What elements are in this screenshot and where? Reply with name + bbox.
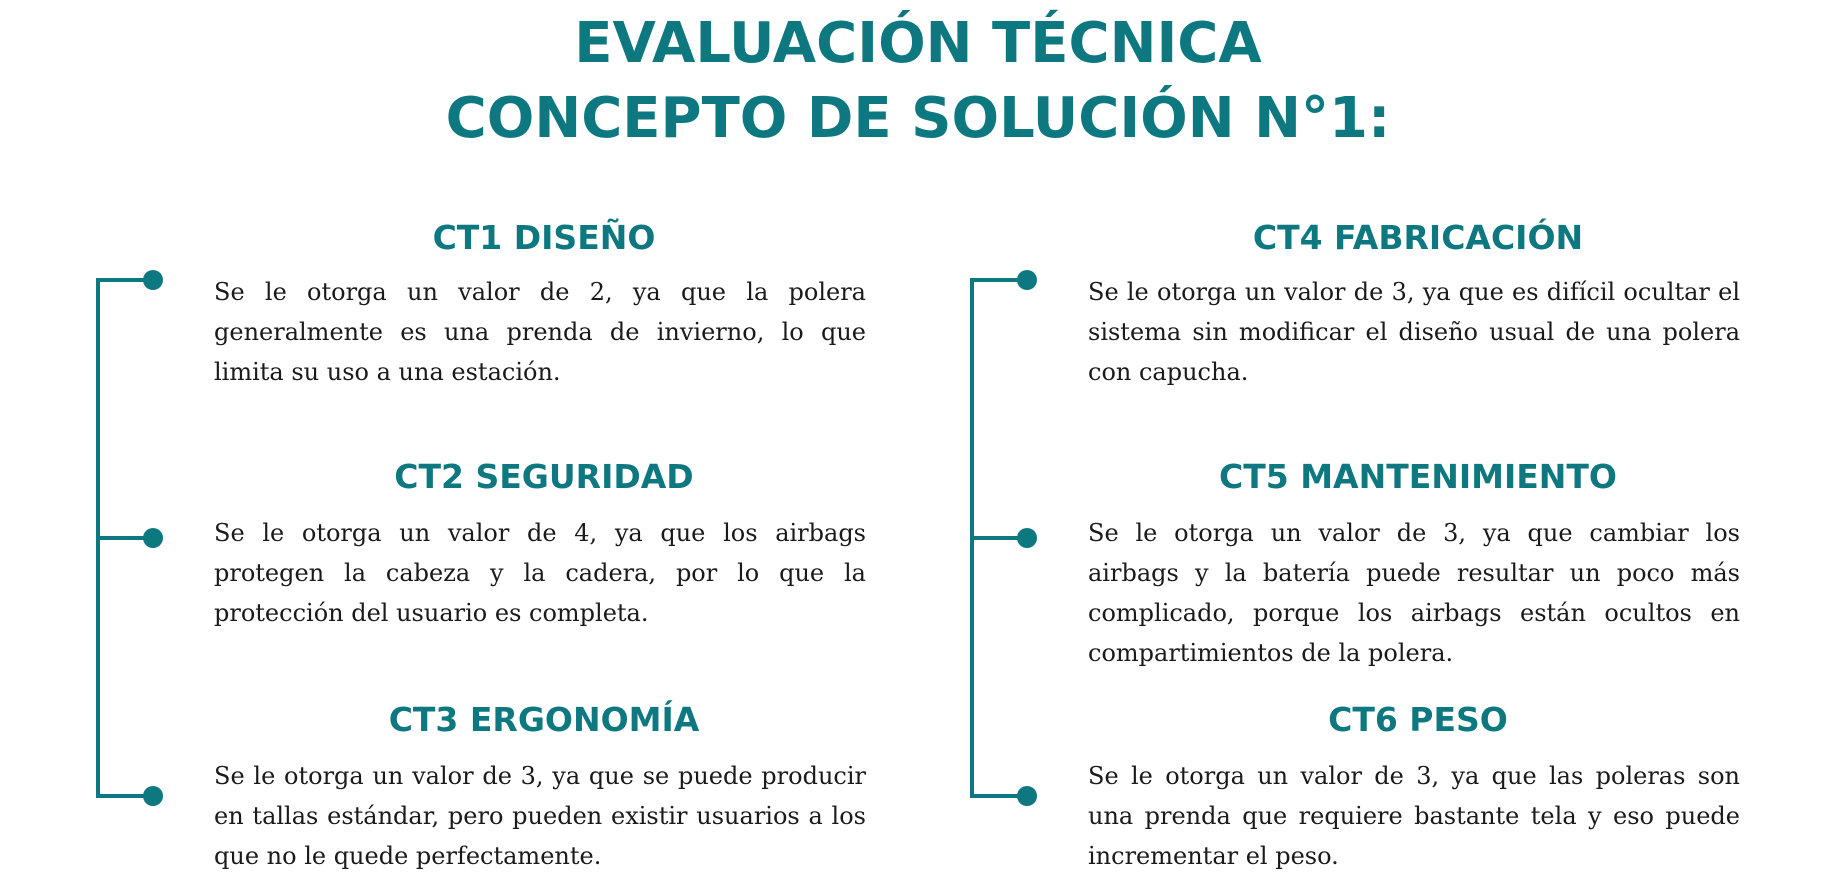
- criterion-heading: CT6 PESO: [1328, 700, 1508, 739]
- bullet-dot-icon: [143, 528, 163, 548]
- criterion-text: Se le otorga un valor de 4, ya que los airbags protegen la cabeza y la cadera, por lo que la protección del usuario es completa.: [214, 519, 866, 627]
- criterion-heading: CT3 ERGONOMÍA: [388, 700, 700, 739]
- criterion-text: Se le otorga un valor de 3, ya que es difícil ocultar el sistema sin modificar el diseño usual de una polera con capucha.: [1088, 278, 1740, 386]
- criterion-heading: CT5 MANTENIMIENTO: [1219, 457, 1617, 496]
- bullet-dot-icon: [143, 270, 163, 290]
- criterion-text: Se le otorga un valor de 3, ya que se puede producir en tallas estándar, pero pueden existir usuarios a los que no le quede perfectamente.: [214, 762, 866, 870]
- criterion-heading: CT4 FABRICACIÓN: [1252, 218, 1584, 257]
- bullet-dot-icon: [1017, 528, 1037, 548]
- title-line-2: CONCEPTO DE SOLUCIÓN N°1:: [445, 86, 1391, 151]
- title-line-1: EVALUACIÓN TÉCNICA: [574, 11, 1262, 76]
- criterion-heading: CT1 DISEÑO: [432, 218, 656, 257]
- bullet-dot-icon: [143, 786, 163, 806]
- criterion-text: Se le otorga un valor de 3, ya que las poleras son una prenda que requiere bastante tela y eso puede incrementar el peso.: [1088, 762, 1740, 870]
- bullet-dot-icon: [1017, 270, 1037, 290]
- criterion-text: Se le otorga un valor de 2, ya que la polera generalmente es una prenda de invierno, lo que limita su uso a una estación.: [214, 278, 866, 386]
- criterion-text: Se le otorga un valor de 3, ya que cambiar los airbags y la batería puede resultar un poco más complicado, porque los airbags están ocultos en compartimientos de la polera.: [1088, 519, 1740, 667]
- criterion-heading: CT2 SEGURIDAD: [394, 457, 694, 496]
- bullet-dot-icon: [1017, 786, 1037, 806]
